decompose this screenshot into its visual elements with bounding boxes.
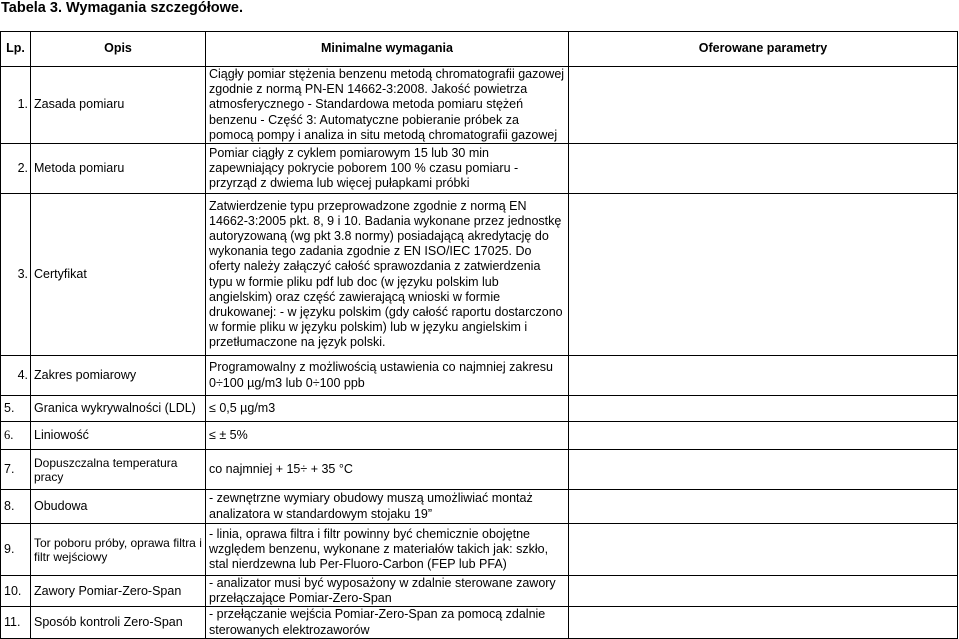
row-min: - zewnętrzne wymiary obudowy muszą umożliwiać montaż analizatora w standardowym stojaku 19” — [206, 490, 569, 524]
row-ofer — [569, 144, 958, 194]
row-min: - analizator musi być wyposażony w zdalnie sterowane zawory przełączające Pomiar-Zero-Span — [206, 576, 569, 607]
row-num: 7. — [1, 450, 31, 490]
row-ofer — [569, 490, 958, 524]
table-row — [1, 607, 958, 638]
table-row — [1, 194, 958, 356]
row-num: 8. — [1, 490, 31, 524]
table-row — [1, 396, 958, 422]
row-ofer — [569, 576, 958, 607]
header-opis: Opis — [31, 32, 206, 67]
table-row — [1, 490, 958, 524]
row-num: 5. — [1, 396, 31, 422]
row-min: Programowalny z możliwością ustawienia co najmniej zakresu 0÷100 µg/m3 lub 0÷100 ppb — [206, 356, 569, 396]
table-row — [1, 67, 958, 144]
row-num: 10. — [1, 576, 31, 607]
row-opis: Tor poboru próby, oprawa filtra i filtr wejściowy — [31, 524, 206, 576]
row-opis: Dopuszczalna temperatura pracy — [31, 450, 206, 490]
row-min: Ciągły pomiar stężenia benzenu metodą chromatografii gazowej zgodnie z normą PN-EN 14662-3:2008. Jakość powietrza atmosferycznego - Standardowa metoda pomiaru stężeń benzenu - Część 3: Automatyczne pobieranie próbek za pomocą pompy i analiza in situ metodą chromatografii gazowej — [206, 67, 569, 144]
table-row — [1, 422, 958, 450]
header-row — [1, 32, 958, 67]
row-num: 6. — [1, 422, 31, 450]
row-min: - przełączanie wejścia Pomiar-Zero-Span za pomocą zdalnie sterowanych elektrozaworów — [206, 607, 569, 638]
row-num: 3. — [1, 194, 31, 356]
header-ofer: Oferowane parametry — [569, 32, 958, 67]
row-num: 1. — [1, 67, 31, 144]
row-min: ≤ 0,5 µg/m3 — [206, 396, 569, 422]
table-row — [1, 144, 958, 194]
row-min: - linia, oprawa filtra i filtr powinny być chemicznie obojętne względem benzenu, wykonane z materiałów takich jak: szkło, stal nierdzewna lub Per-Fluoro-Carbon (FEP lub PFA) — [206, 524, 569, 576]
header-lp: Lp. — [1, 32, 31, 67]
row-ofer — [569, 396, 958, 422]
row-ofer — [569, 607, 958, 638]
row-opis: Zawory Pomiar-Zero-Span — [31, 576, 206, 607]
row-num: 4. — [1, 356, 31, 396]
row-min: co najmniej + 15÷ + 35 °C — [206, 450, 569, 490]
table-row — [1, 450, 958, 490]
row-min: Pomiar ciągły z cyklem pomiarowym 15 lub 30 min zapewniający pokrycie poborem 100 % czasu pomiaru - przyrząd z dwiema lub więcej pułapkami próbki — [206, 144, 569, 194]
row-min: ≤ ± 5% — [206, 422, 569, 450]
header-min: Minimalne wymagania — [206, 32, 569, 67]
requirements-table — [0, 31, 958, 639]
row-ofer — [569, 524, 958, 576]
row-opis: Zakres pomiarowy — [31, 356, 206, 396]
table-row — [1, 356, 958, 396]
row-ofer — [569, 67, 958, 144]
row-num: 2. — [1, 144, 31, 194]
row-opis: Liniowość — [31, 422, 206, 450]
document-title: Tabela 3. Wymagania szczegółowe. — [1, 0, 244, 16]
row-opis: Zasada pomiaru — [31, 67, 206, 144]
row-opis: Certyfikat — [31, 194, 206, 356]
row-num: 9. — [1, 524, 31, 576]
table-row — [1, 524, 958, 576]
row-opis: Granica wykrywalności (LDL) — [31, 396, 206, 422]
row-ofer — [569, 356, 958, 396]
row-opis: Obudowa — [31, 490, 206, 524]
row-ofer — [569, 450, 958, 490]
row-opis: Sposób kontroli Zero-Span — [31, 607, 206, 638]
table-row — [1, 576, 958, 607]
row-num: 11. — [1, 607, 31, 638]
row-ofer — [569, 194, 958, 356]
row-opis: Metoda pomiaru — [31, 144, 206, 194]
row-min: Zatwierdzenie typu przeprowadzone zgodnie z normą EN 14662-3:2005 pkt. 8, 9 i 10. Badania wykonane przez jednostkę autoryzowaną (wg pkt 3.8 normy) posiadającą akredytację do wykonania tego zadania zgodnie z EN ISO/IEC 17025. Do oferty należy załączyć całość sprawozdania z zatwierdzenia typu w formie pliku pdf lub doc (w języku polskim lub angielskim) oraz część zawierającą wnioski w formie drukowanej: - w języku polskim (gdy całość raportu dostarczono w formie pliku w języku polskim) lub w języku angielskim i przetłumaczone na język polski. — [206, 194, 569, 356]
row-ofer — [569, 422, 958, 450]
